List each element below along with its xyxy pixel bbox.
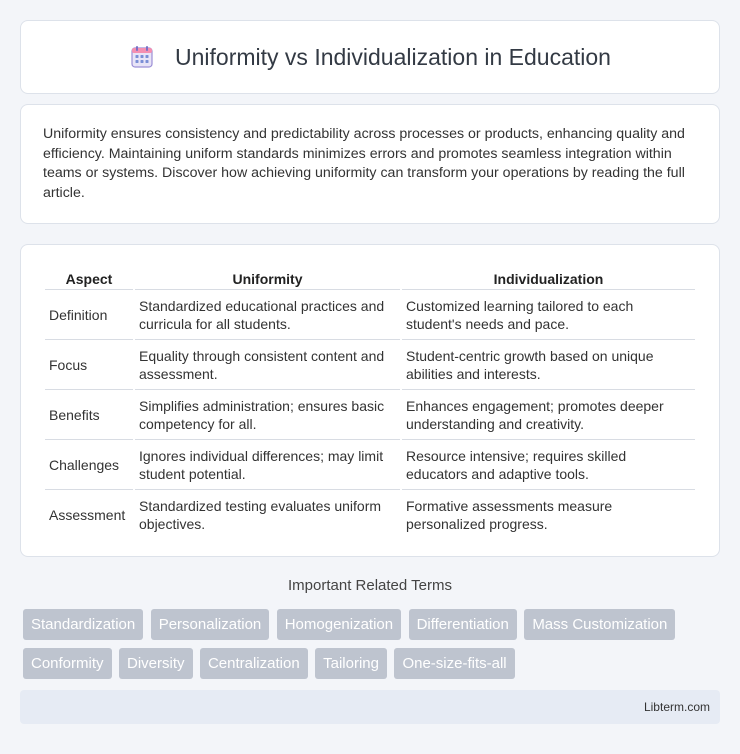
page-title: Uniformity vs Individualization in Education	[175, 43, 611, 70]
related-term-tag[interactable]: Tailoring	[315, 648, 387, 679]
uniformity-cell: Standardized educational practices and curricula for all students.	[135, 292, 400, 340]
individualization-cell: Formative assessments measure personalized progress.	[406, 498, 613, 532]
column-header-aspect: Aspect	[45, 267, 133, 290]
intro-text: Uniformity ensures consistency and predictability across processes or products, enhancing quality and efficiency. Maintaining uniform standards minimizes errors and promotes seamless integration within teams or systems. Discover how achieving uniformity can transform your operations by reading the full article.	[43, 126, 685, 201]
uniformity-cell: Simplifies administration; ensures basic competency for all.	[135, 392, 400, 440]
related-term-tag[interactable]: Diversity	[119, 648, 193, 679]
column-header-individualization: Individualization	[402, 267, 695, 290]
aspect-cell: Focus	[45, 342, 133, 390]
comparison-table-card	[20, 244, 720, 557]
related-term-tag[interactable]: Centralization	[200, 648, 308, 679]
related-term-tag[interactable]: Differentiation	[409, 609, 517, 640]
related-term-tag[interactable]: One-size-fits-all	[394, 648, 514, 679]
related-terms-list	[23, 609, 723, 687]
column-header-uniformity: Uniformity	[135, 267, 400, 290]
comparison-table	[43, 265, 697, 541]
aspect-cell: Assessment	[49, 506, 126, 523]
table-row	[45, 292, 695, 340]
intro-card	[20, 104, 720, 224]
table-row	[45, 342, 695, 390]
table-header-row	[45, 267, 695, 290]
individualization-cell: Student-centric growth based on unique abilities and interests.	[402, 342, 695, 390]
individualization-cell: Customized learning tailored to each student's needs and pace.	[402, 292, 695, 340]
related-term-tag[interactable]: Standardization	[23, 609, 143, 640]
individualization-cell: Resource intensive; requires skilled educators and adaptive tools.	[402, 442, 695, 490]
table-row	[45, 392, 695, 440]
uniformity-cell: Equality through consistent content and assessment.	[135, 342, 400, 390]
related-term-tag[interactable]: Homogenization	[277, 609, 401, 640]
aspect-cell: Challenges	[45, 442, 133, 490]
header-card	[20, 20, 720, 94]
table-row	[45, 492, 695, 539]
related-term-tag[interactable]: Personalization	[151, 609, 270, 640]
individualization-cell: Enhances engagement; promotes deeper understanding and creativity.	[402, 392, 695, 440]
related-term-tag[interactable]: Conformity	[23, 648, 112, 679]
related-terms-title: Important Related Terms	[288, 577, 452, 594]
footer-site-link[interactable]: Libterm.com	[643, 700, 710, 714]
related-term-tag[interactable]: Mass Customization	[524, 609, 675, 640]
uniformity-cell: Standardized testing evaluates uniform objectives.	[139, 498, 382, 532]
table-row	[45, 442, 695, 490]
footer	[20, 690, 720, 724]
calendar-icon	[129, 44, 155, 70]
uniformity-cell: Ignores individual differences; may limit student potential.	[135, 442, 400, 490]
aspect-cell: Benefits	[45, 392, 133, 440]
aspect-cell: Definition	[45, 292, 133, 340]
